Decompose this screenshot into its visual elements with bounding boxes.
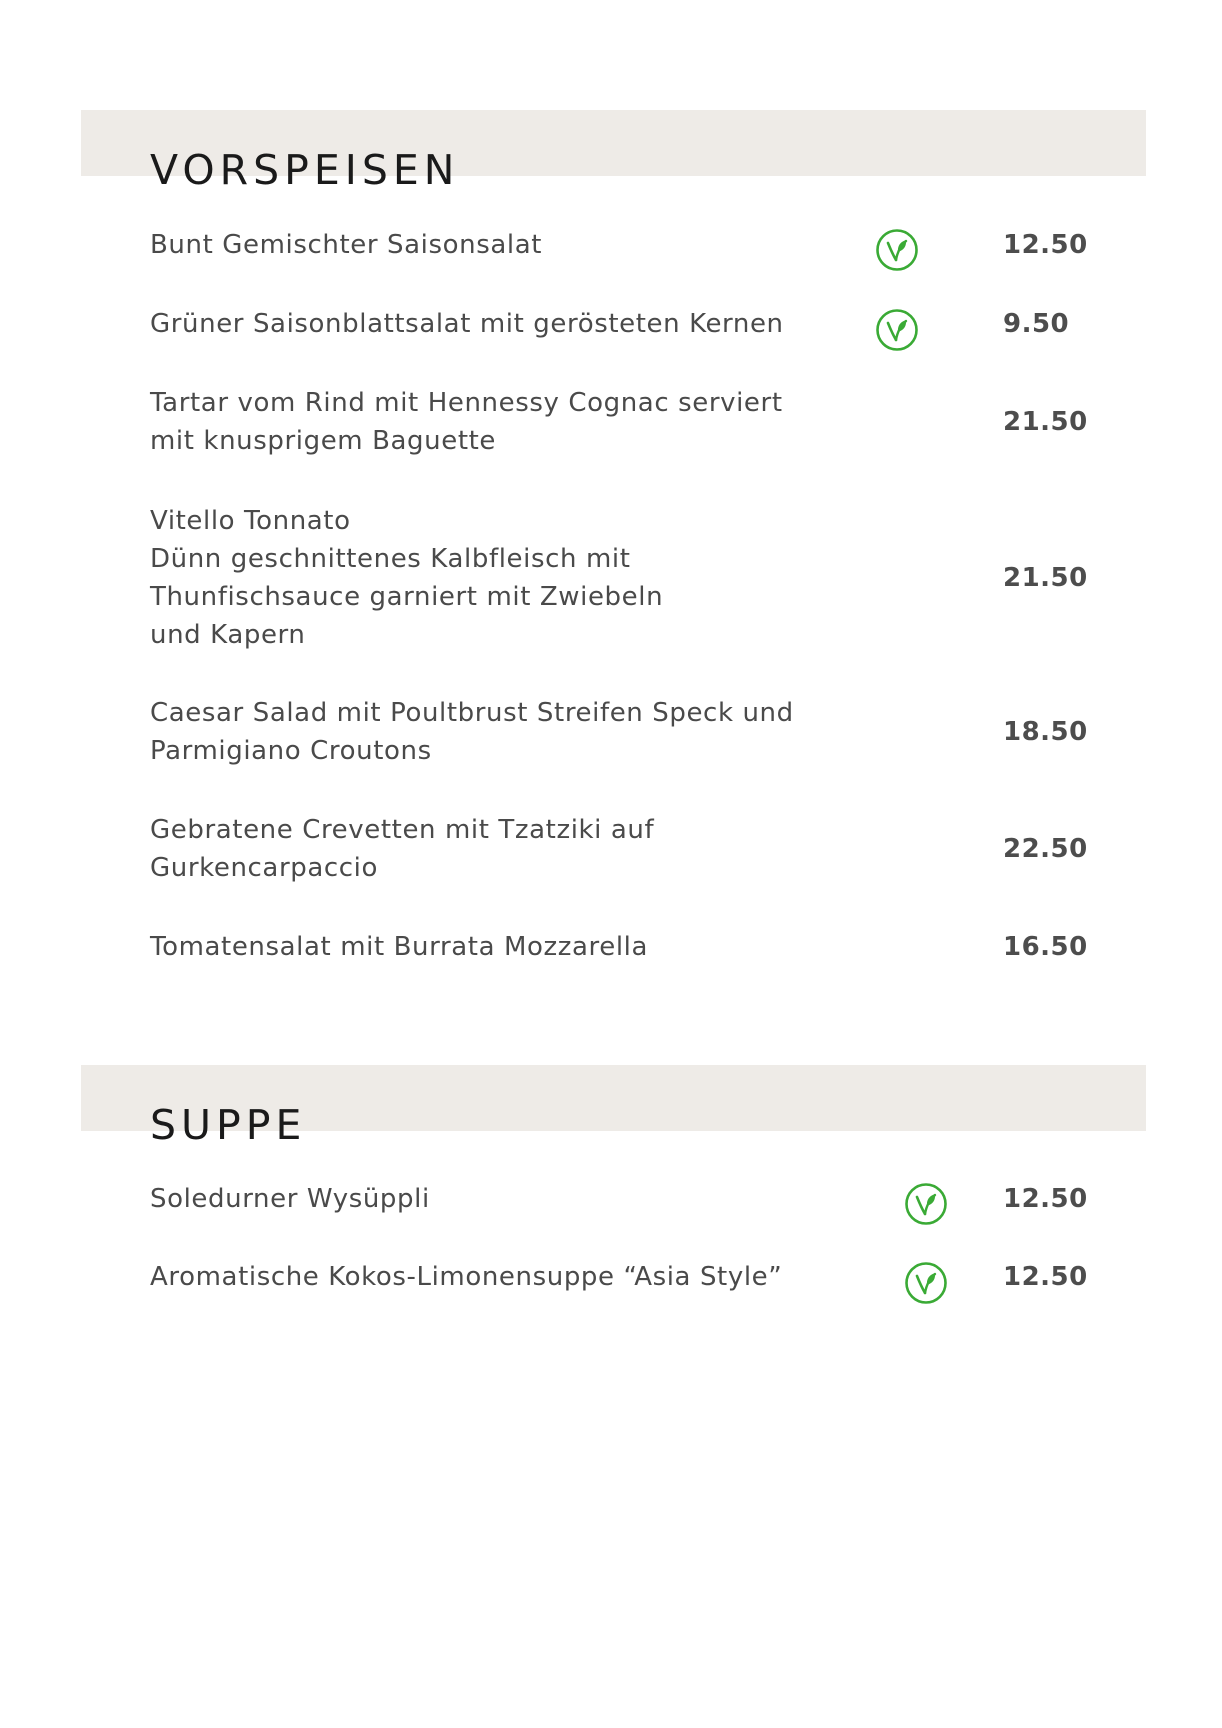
price: 22.50 <box>1003 834 1088 864</box>
section-header-vorspeisen <box>81 110 1146 195</box>
section-title: SUPPE <box>150 1101 307 1150</box>
price: 21.50 <box>1003 407 1088 437</box>
price: 16.50 <box>1003 932 1088 962</box>
dish-line: Aromatische Kokos-Limonensuppe “Asia Style” <box>150 1262 783 1292</box>
dish-description <box>150 928 830 966</box>
vegetarian-icon <box>904 1182 948 1226</box>
price: 9.50 <box>1003 309 1070 339</box>
vegetarian-icon <box>904 1261 948 1305</box>
dish-line: Parmigiano Croutons <box>150 736 432 766</box>
dish-line: und Kapern <box>150 620 306 650</box>
dish-description <box>150 226 830 264</box>
dish-line: Vitello Tonnato <box>150 506 351 536</box>
vegetarian-icon <box>875 228 919 272</box>
dish-line: mit knusprigem Baguette <box>150 426 497 456</box>
section-title: VORSPEISEN <box>150 146 460 195</box>
dish-line: Dünn geschnittenes Kalbfleisch mit <box>150 544 631 574</box>
vegetarian-icon <box>875 308 919 352</box>
dish-line: Grüner Saisonblattsalat mit gerösteten Kernen <box>150 309 784 339</box>
dish-line: Soledurner Wysüppli <box>150 1184 430 1214</box>
price: 12.50 <box>1003 1184 1088 1214</box>
dish-description <box>150 1180 830 1218</box>
dish-line: Tomatensalat mit Burrata Mozzarella <box>150 932 649 962</box>
price: 12.50 <box>1003 230 1088 260</box>
price: 12.50 <box>1003 1262 1088 1292</box>
dish-description <box>150 1258 830 1296</box>
price: 21.50 <box>1003 563 1088 593</box>
dish-description <box>150 694 830 770</box>
dish-description <box>150 811 830 887</box>
dish-description <box>150 384 830 460</box>
dish-line: Bunt Gemischter Saisonsalat <box>150 230 543 260</box>
dish-line: Gurkencarpaccio <box>150 853 378 883</box>
section-header-suppe <box>81 1065 1146 1150</box>
dish-description <box>150 305 830 343</box>
dish-line: Tartar vom Rind mit Hennessy Cognac serviert <box>150 388 783 418</box>
dish-line: Thunfischsauce garniert mit Zwiebeln <box>150 582 664 612</box>
dish-line: Caesar Salad mit Poultbrust Streifen Speck und <box>150 698 794 728</box>
price: 18.50 <box>1003 717 1088 747</box>
dish-description <box>150 502 830 654</box>
dish-line: Gebratene Crevetten mit Tzatziki auf <box>150 815 655 845</box>
